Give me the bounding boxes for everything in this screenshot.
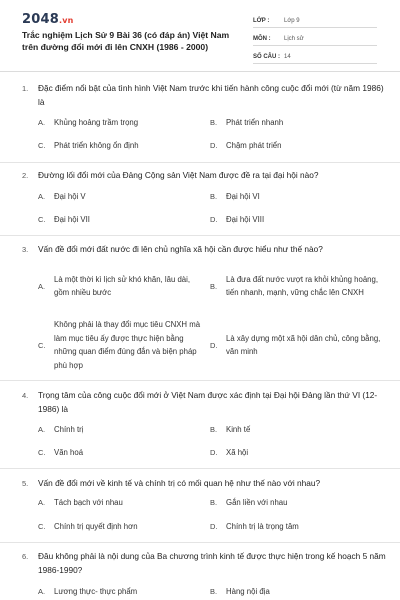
meta-label: LỚP : <box>253 17 270 24</box>
question-divider <box>0 235 400 236</box>
option-text: Là đưa đất nước vượt ra khỏi khủng hoảng, tiến nhanh, mạnh, vững chắc lên CNXH <box>226 274 379 297</box>
option-text: Đại hội V <box>54 192 86 201</box>
option-text: Là một thời kì lịch sử khó khăn, lâu dài, gồm nhiều bước <box>54 274 191 297</box>
site-logo[interactable] <box>22 12 74 27</box>
answer-option-b[interactable] <box>210 262 385 310</box>
question-text: Đường lối đổi mới của Đảng Cộng sản Việt Nam được đề ra tại đại hội nào? <box>38 170 319 180</box>
logo-suffix: .vn <box>58 16 74 25</box>
meta-value: Lớp 9 <box>284 17 300 24</box>
option-text: Là xây dựng một xã hội dân chủ, công bằng, văn minh <box>226 333 381 356</box>
option-text: Chính trị là trọng tâm <box>226 522 299 531</box>
question-divider <box>0 542 400 543</box>
answer-option-c[interactable] <box>38 139 203 153</box>
answer-option-c[interactable] <box>38 520 203 534</box>
answer-option-b[interactable] <box>210 585 385 599</box>
option-letter: A. <box>38 425 46 435</box>
option-text: Phát triển nhanh <box>226 118 284 127</box>
option-letter: D. <box>210 448 218 458</box>
option-letter: C. <box>38 448 46 458</box>
option-letter: A. <box>38 587 46 597</box>
document-meta <box>253 14 377 68</box>
meta-row-count <box>253 50 377 64</box>
option-letter: B. <box>210 425 218 435</box>
answer-option-d[interactable] <box>210 213 385 227</box>
option-text: Chậm phát triển <box>226 141 282 150</box>
question-text: Đâu không phải là nội dung của Ba chương trình kinh tế được thực hiện trong kế hoạch 5 năm 1986-1990? <box>38 551 386 575</box>
option-text: Chính trị quyết định hơn <box>54 522 138 531</box>
option-text: Chính trị <box>54 425 84 434</box>
answer-option-b[interactable] <box>210 116 385 130</box>
option-letter: B. <box>210 281 218 291</box>
meta-row-subject <box>253 32 377 46</box>
option-text: Đại hội VIII <box>226 215 265 224</box>
option-text: Văn hoá <box>54 448 84 457</box>
question-number: 3. <box>22 245 29 254</box>
option-letter: C. <box>38 141 46 151</box>
answer-option-a[interactable] <box>38 423 203 437</box>
meta-label: SỐ CÂU : <box>253 53 280 60</box>
option-text: Gắn liền với nhau <box>226 498 288 507</box>
logo-text: 2048 <box>22 12 59 27</box>
header-divider <box>0 71 400 72</box>
answer-option-b[interactable] <box>210 190 385 204</box>
option-letter: D. <box>210 522 218 532</box>
option-letter: B. <box>210 118 218 128</box>
question-number: 2. <box>22 171 29 180</box>
option-letter: D. <box>210 340 218 350</box>
option-letter: C. <box>38 215 46 225</box>
meta-value: 14 <box>284 53 291 60</box>
option-text: Không phải là thay đổi mục tiêu CNXH mà làm mục tiêu ấy được thực hiện bằng những quan điểm đúng đắn và biện pháp phù hợp <box>54 320 201 370</box>
question-text: Vấn đề đổi mới về kinh tế và chính trị có mối quan hệ như thế nào với nhau? <box>38 478 321 488</box>
option-text: Đại hội VI <box>226 192 260 201</box>
question-number: 5. <box>22 479 29 488</box>
option-letter: B. <box>210 587 218 597</box>
option-text: Hàng nội địa <box>226 587 270 596</box>
option-text: Khủng hoảng trầm trọng <box>54 118 139 127</box>
meta-value: Lịch sử <box>284 35 304 42</box>
answer-option-a[interactable] <box>38 190 203 204</box>
option-letter: C. <box>38 522 46 532</box>
option-letter: D. <box>210 141 218 151</box>
answer-option-d[interactable] <box>210 520 385 534</box>
answer-option-d[interactable] <box>210 316 385 374</box>
document-title: Trắc nghiệm Lịch Sử 9 Bài 36 (có đáp án) Việt Nam trên đường đổi mới đi lên CNXH (1986 - 2000) <box>22 30 230 52</box>
answer-option-c[interactable] <box>38 316 203 374</box>
answer-option-d[interactable] <box>210 446 385 460</box>
option-text: Lương thực- thực phẩm <box>54 587 138 596</box>
question-divider <box>0 162 400 163</box>
answer-option-a[interactable] <box>38 496 203 510</box>
option-letter: C. <box>38 340 46 350</box>
option-letter: A. <box>38 192 46 202</box>
option-text: Tách bạch với nhau <box>54 498 123 507</box>
option-text: Đại hội VII <box>54 215 90 224</box>
answer-option-c[interactable] <box>38 446 203 460</box>
question-text: Trọng tâm của công cuộc đổi mới ở Việt Nam được xác định tại Đại hội Đảng lần thứ VI (12-1986) là <box>38 390 378 414</box>
option-letter: B. <box>210 192 218 202</box>
option-letter: D. <box>210 215 218 225</box>
option-text: Kinh tế <box>226 425 251 434</box>
answer-option-a[interactable] <box>38 116 203 130</box>
answer-option-b[interactable] <box>210 423 385 437</box>
question-number: 6. <box>22 552 29 561</box>
question-number: 4. <box>22 391 29 400</box>
question-divider <box>0 468 400 469</box>
option-letter: B. <box>210 498 218 508</box>
answer-option-d[interactable] <box>210 139 385 153</box>
option-letter: A. <box>38 118 46 128</box>
page-header <box>0 0 400 70</box>
question-divider <box>0 380 400 381</box>
option-letter: A. <box>38 498 46 508</box>
meta-row-class <box>253 14 377 28</box>
answer-option-a[interactable] <box>38 585 203 599</box>
question-text: Đặc điểm nổi bật của tình hình Việt Nam trước khi tiến hành công cuộc đổi mới (từ năm 1986) là <box>38 83 384 107</box>
question-number: 1. <box>22 84 29 93</box>
answer-option-c[interactable] <box>38 213 203 227</box>
option-letter: A. <box>38 281 46 291</box>
answer-option-b[interactable] <box>210 496 385 510</box>
answer-option-a[interactable] <box>38 262 203 310</box>
question-text: Vấn đề đổi mới đất nước đi lên chủ nghĩa xã hội cần được hiểu như thế nào? <box>38 244 323 254</box>
option-text: Phát triển không ổn định <box>54 141 139 150</box>
option-text: Xã hội <box>226 448 249 457</box>
meta-label: MÔN : <box>253 35 271 42</box>
